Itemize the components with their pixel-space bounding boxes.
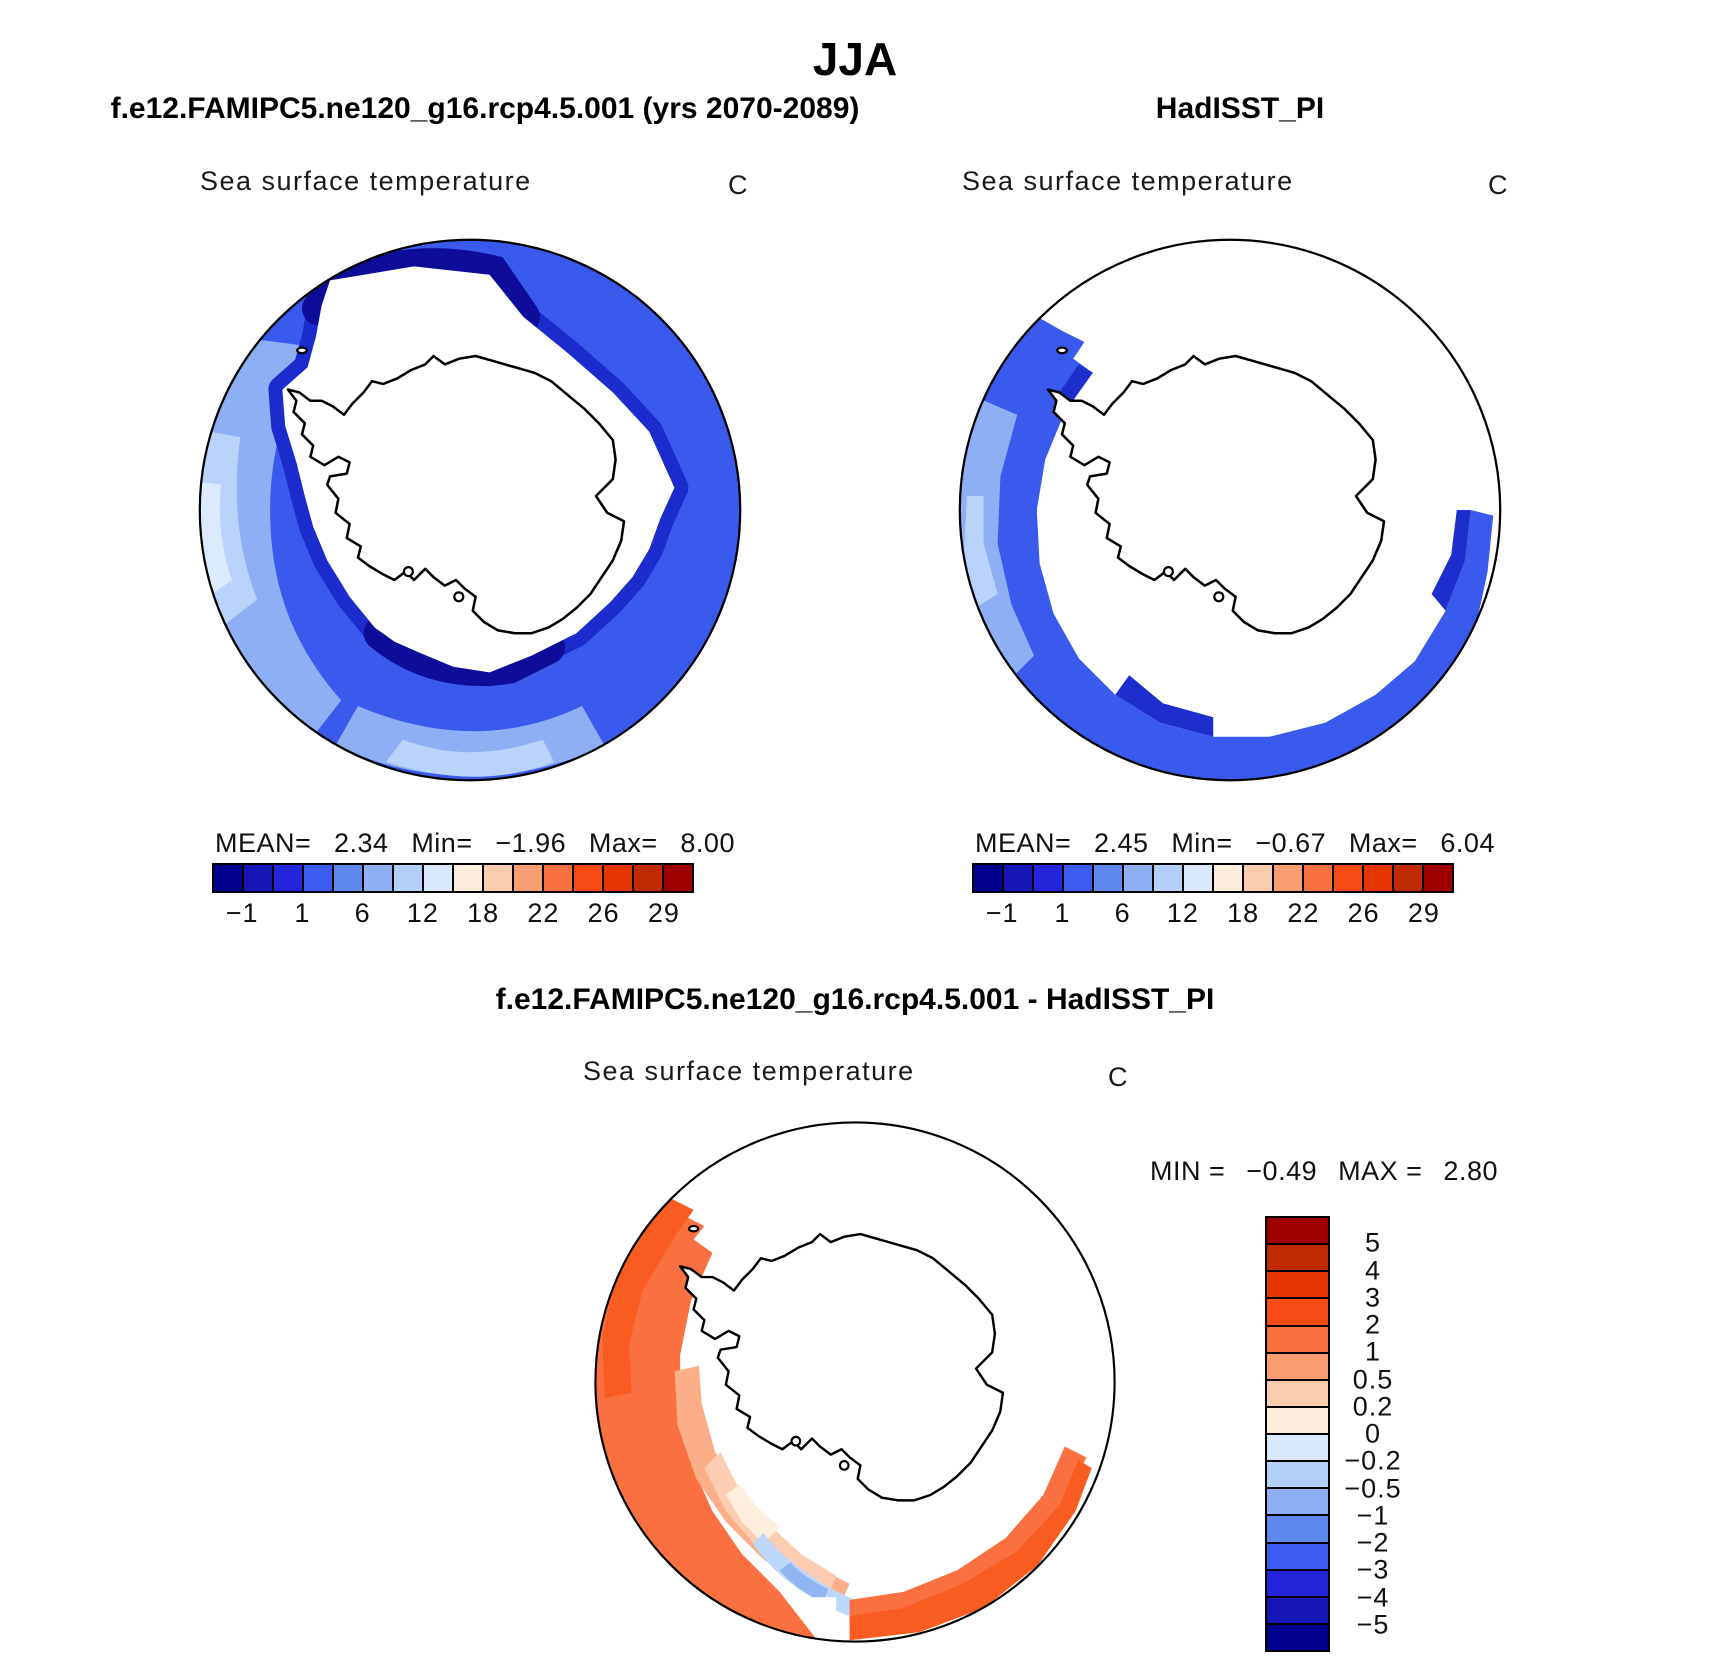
colorbar-tick-label: 18 bbox=[1227, 898, 1260, 928]
colorbar-cell bbox=[274, 865, 304, 891]
colorbar-tick-label: 2 bbox=[1364, 1309, 1382, 1340]
colorbar-tick-label: 26 bbox=[587, 898, 620, 928]
colorbar-cell bbox=[1267, 1462, 1328, 1489]
diff-min-label: MIN = bbox=[1150, 1156, 1226, 1186]
model-max-value: 8.00 bbox=[680, 828, 735, 858]
colorbar-tick-label: 6 bbox=[1114, 898, 1131, 928]
colorbar-tick-label: 0.5 bbox=[1352, 1364, 1394, 1394]
obs-min-value: −0.67 bbox=[1255, 828, 1327, 858]
colorbar-tick-label: 1 bbox=[1364, 1336, 1382, 1367]
colorbar-cell bbox=[1064, 865, 1094, 891]
colorbar-cell bbox=[394, 865, 424, 891]
model-stats bbox=[215, 828, 735, 859]
colorbar-cell bbox=[1424, 865, 1452, 891]
colorbar-tick-label: 26 bbox=[1347, 898, 1380, 928]
colorbar-cell bbox=[1274, 865, 1304, 891]
colorbar-cell bbox=[574, 865, 604, 891]
model-units-label: C bbox=[728, 170, 749, 200]
colorbar-tick-label: 18 bbox=[467, 898, 500, 928]
obs-max-value: 6.04 bbox=[1440, 828, 1495, 858]
colorbar-cell bbox=[664, 865, 692, 891]
colorbar-cell bbox=[214, 865, 244, 891]
diff-panel-title: f.e12.FAMIPC5.ne120_g16.rcp4.5.001 - HadISST_PI bbox=[495, 983, 1215, 1016]
diff-colorbar bbox=[1265, 1216, 1330, 1652]
colorbar-cell bbox=[1034, 865, 1064, 891]
diff-min-value: −0.49 bbox=[1246, 1156, 1318, 1186]
diff-max-label: MAX = bbox=[1338, 1156, 1423, 1186]
model-colorbar bbox=[212, 863, 694, 893]
colorbar-cell bbox=[1184, 865, 1214, 891]
colorbar-cell bbox=[514, 865, 544, 891]
colorbar-cell bbox=[1267, 1408, 1328, 1435]
model-mean-label: MEAN= bbox=[215, 828, 312, 858]
colorbar-tick-label: 0 bbox=[1364, 1418, 1382, 1449]
obs-mean-value: 2.45 bbox=[1094, 828, 1149, 858]
colorbar-tick-label: −1 bbox=[1356, 1500, 1390, 1531]
colorbar-cell bbox=[1267, 1218, 1328, 1245]
model-min-value: −1.96 bbox=[495, 828, 567, 858]
obs-max-label: Max= bbox=[1348, 828, 1418, 858]
obs-field-label: Sea surface temperature bbox=[962, 166, 1294, 196]
model-min-label: Min= bbox=[411, 828, 473, 858]
colorbar-cell bbox=[1267, 1625, 1328, 1650]
obs-mean-label: MEAN= bbox=[975, 828, 1072, 858]
colorbar-cell bbox=[544, 865, 574, 891]
colorbar-tick-label: −1 bbox=[225, 898, 259, 928]
colorbar-cell bbox=[364, 865, 394, 891]
colorbar-cell bbox=[1304, 865, 1334, 891]
colorbar-tick-label: −1 bbox=[985, 898, 1019, 928]
diff-map bbox=[586, 1113, 1124, 1651]
colorbar-tick-label: 12 bbox=[1166, 898, 1199, 928]
obs-panel-title: HadISST_PI bbox=[1155, 92, 1325, 125]
obs-units-label: C bbox=[1488, 170, 1509, 200]
obs-map bbox=[950, 230, 1510, 790]
colorbar-tick-label: 12 bbox=[406, 898, 439, 928]
season-title: JJA bbox=[812, 33, 898, 85]
diff-units-label: C bbox=[1108, 1062, 1129, 1092]
model-mean-value: 2.34 bbox=[334, 828, 389, 858]
colorbar-cell bbox=[604, 865, 634, 891]
colorbar-cell bbox=[454, 865, 484, 891]
colorbar-cell bbox=[1094, 865, 1124, 891]
colorbar-cell bbox=[1267, 1245, 1328, 1272]
colorbar-tick-label: −4 bbox=[1356, 1582, 1390, 1612]
colorbar-cell bbox=[1244, 865, 1274, 891]
diff-colorbar-ticks bbox=[1338, 1216, 1418, 1652]
colorbar-tick-label: 6 bbox=[354, 898, 371, 928]
colorbar-cell bbox=[484, 865, 514, 891]
colorbar-tick-label: −0.2 bbox=[1344, 1445, 1402, 1476]
colorbar-cell bbox=[1004, 865, 1034, 891]
colorbar-tick-label: 1 bbox=[294, 898, 311, 928]
colorbar-tick-label: 29 bbox=[1407, 898, 1440, 928]
colorbar-tick-label: 0.2 bbox=[1352, 1391, 1394, 1422]
colorbar-cell bbox=[1267, 1544, 1328, 1571]
colorbar-cell bbox=[1267, 1489, 1328, 1516]
colorbar-cell bbox=[244, 865, 274, 891]
colorbar-cell bbox=[1267, 1598, 1328, 1625]
obs-colorbar bbox=[972, 863, 1454, 893]
colorbar-tick-label: −5 bbox=[1356, 1609, 1390, 1640]
obs-colorbar-ticks bbox=[972, 898, 1454, 932]
colorbar-tick-label: −3 bbox=[1356, 1554, 1390, 1585]
colorbar-tick-label: 22 bbox=[527, 898, 560, 928]
model-panel-title: f.e12.FAMIPC5.ne120_g16.rcp4.5.001 (yrs 2070-2089) bbox=[110, 92, 860, 125]
colorbar-cell bbox=[1267, 1299, 1328, 1326]
colorbar-cell bbox=[1267, 1354, 1328, 1381]
colorbar-tick-label: 4 bbox=[1364, 1255, 1382, 1285]
colorbar-tick-label: 1 bbox=[1054, 898, 1071, 928]
colorbar-cell bbox=[634, 865, 664, 891]
colorbar-tick-label: 3 bbox=[1364, 1282, 1382, 1313]
colorbar-cell bbox=[1267, 1381, 1328, 1408]
colorbar-tick-label: −0.5 bbox=[1344, 1473, 1402, 1503]
colorbar-cell bbox=[974, 865, 1004, 891]
colorbar-cell bbox=[1267, 1435, 1328, 1462]
diff-stats bbox=[1150, 1156, 1498, 1187]
colorbar-cell bbox=[424, 865, 454, 891]
colorbar-cell bbox=[1267, 1327, 1328, 1354]
colorbar-tick-label: 5 bbox=[1364, 1227, 1382, 1258]
model-map bbox=[190, 230, 750, 790]
colorbar-cell bbox=[304, 865, 334, 891]
colorbar-cell bbox=[1124, 865, 1154, 891]
obs-stats bbox=[975, 828, 1495, 859]
colorbar-cell bbox=[1267, 1516, 1328, 1543]
obs-min-label: Min= bbox=[1171, 828, 1233, 858]
colorbar-cell bbox=[1154, 865, 1184, 891]
model-max-label: Max= bbox=[588, 828, 658, 858]
diff-max-value: 2.80 bbox=[1443, 1156, 1498, 1186]
model-colorbar-ticks bbox=[212, 898, 694, 932]
colorbar-tick-label: 22 bbox=[1287, 898, 1320, 928]
colorbar-cell bbox=[1267, 1571, 1328, 1598]
diff-field-label: Sea surface temperature bbox=[583, 1056, 915, 1086]
colorbar-cell bbox=[1364, 865, 1394, 891]
colorbar-tick-label: 29 bbox=[647, 898, 680, 928]
model-field-label: Sea surface temperature bbox=[200, 166, 532, 196]
colorbar-cell bbox=[1334, 865, 1364, 891]
colorbar-cell bbox=[1214, 865, 1244, 891]
colorbar-cell bbox=[1267, 1272, 1328, 1299]
colorbar-tick-label: −2 bbox=[1356, 1527, 1390, 1558]
colorbar-cell bbox=[334, 865, 364, 891]
colorbar-cell bbox=[1394, 865, 1424, 891]
